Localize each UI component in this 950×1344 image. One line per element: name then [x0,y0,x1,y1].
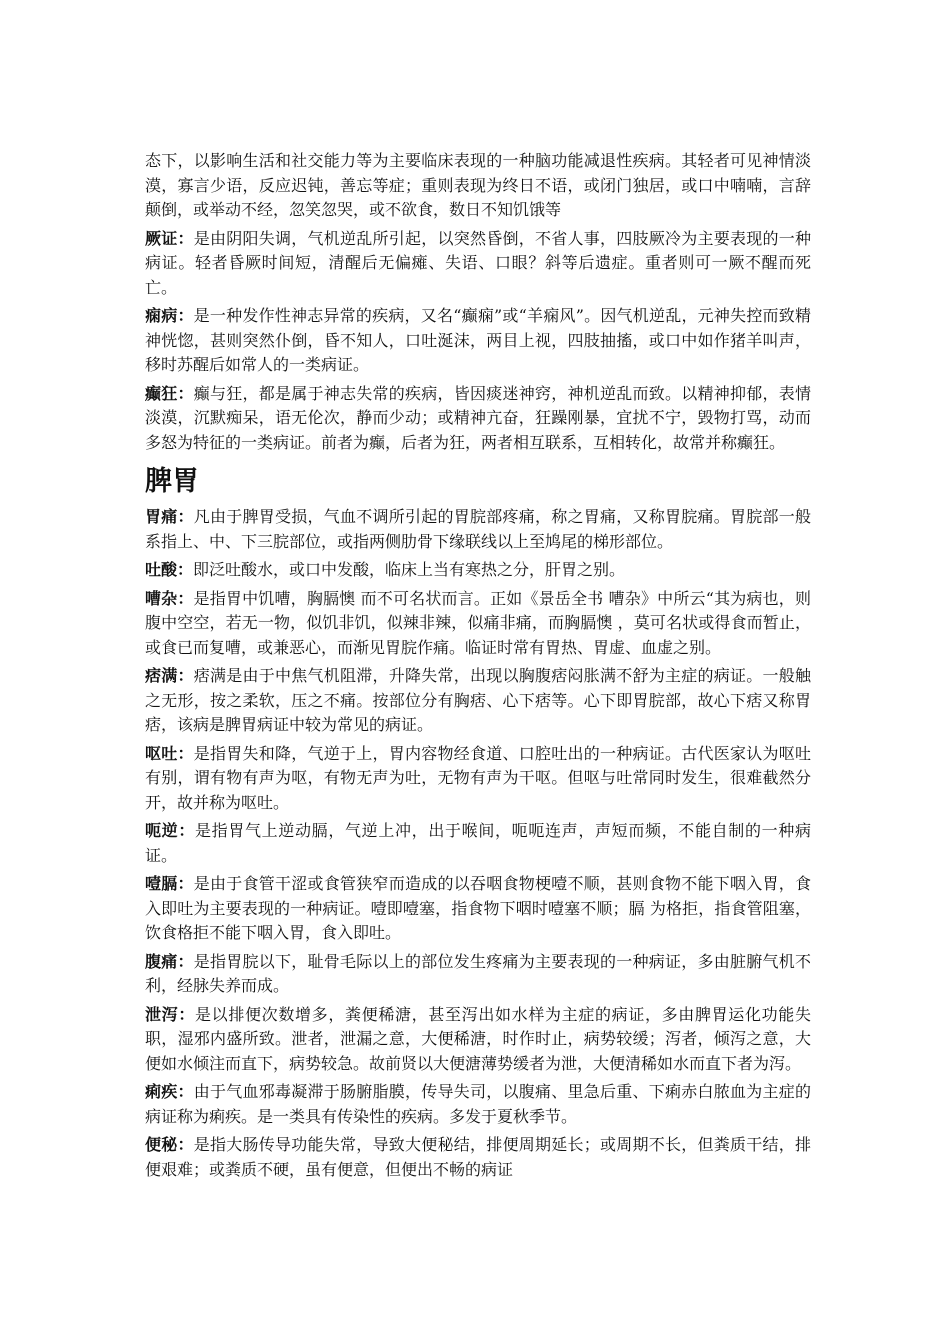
entry-ye-ge [145,872,811,946]
entry-text: 是以排便次数增多，粪便稀溏，甚至泻出如水样为主症的病证，多由脾胃运化功能失职，湿邪内盛所致。泄者，泄漏之意，大便稀溏，时作时止，病势较缓；泻者，倾泻之意，大便如水倾注而直下，病势较急。故前贤以大便溏薄势缓者为泄，大便清稀如水而直下者为泻。 [145,1004,811,1073]
entry-text: 由于气血邪毒凝滞于肠腑脂膜，传导失司，以腹痛、里急后重、下痢赤白脓血为主症的病证称为痢疾。是一类具有传染性的疾病。多发于夏秋季节。 [145,1082,811,1126]
entry-term: 厥证： [145,228,194,248]
entry-text: 是指胃气上逆动膈，气逆上冲，出于喉间，呃呃连声，声短而频，不能自制的一种病证。 [145,821,811,865]
entry-ou-tu [145,742,811,816]
entry-term: 痫病： [145,306,194,325]
entry-term: 嘈杂： [145,588,194,608]
section-heading: 脾胃 [145,466,199,497]
entry-text: 凡由于脾胃受损，气血不调所引起的胃脘部疼痛，称之胃痛，又称胃脘痛。胃脘部一般系指上、中、下三脘部位，或指两侧肋骨下缘联线以上至鸠尾的梯形部位。 [145,507,811,551]
entry-dian-kuang [145,382,811,456]
entry-e-ni [145,819,811,868]
entry-term: 呃逆： [145,821,195,840]
entry-term: 痞满： [145,666,194,685]
entry-xian-bing [145,304,811,378]
entry-cao-za [145,587,811,661]
entry-term: 吐酸： [145,560,194,579]
entry-term: 痢疾： [145,1082,194,1101]
entry-text: 是由阴阳失调，气机逆乱所引起，以突然昏倒，不省人事，四肢厥冷为主要表现的一种病证。轻者昏厥时间短，清醒后无偏瘫、失语、口眼？斜等后遗症。重者则可一厥不醒而死亡。 [145,228,811,297]
entry-jue-zheng [145,227,811,301]
entry-term: 呕吐： [145,743,194,763]
entry-text: 是指大肠传导功能失常，导致大便秘结，排便周期延长；或周期不长，但粪质干结，排便艰难；或粪质不硬，虽有便意，但便出不畅的病证 [145,1135,811,1179]
entry-pi-man [145,664,811,738]
entry-term: 胃痛： [145,507,194,526]
entry-li-ji [145,1080,811,1129]
document-body [145,149,811,1186]
entry-term: 噎膈： [145,874,194,893]
intro-paragraph: 态下，以影响生活和社交能力等为主要临床表现的一种脑功能减退性疾病。其轻者可见神情淡漠，寡言少语，反应迟钝，善忘等症；重则表现为终日不语，或闭门独居，或口中喃喃，言辞颠倒，或举动不经，忽笑忽哭，或不欲食，数日不知饥饿等 [145,151,811,219]
entry-term: 腹痛： [145,951,194,971]
entry-fu-tong [145,950,811,999]
entry-term: 癫狂： [145,383,194,403]
entry-text: 是由于食管干涩或食管狭窄而造成的以吞咽食物梗噎不顺，甚则食物不能下咽入胃，食入即吐为主要表现的一种病证。噎即噎塞，指食物下咽时噎塞不顺；膈 为格拒，指食管阻塞，饮食格拒不能下咽入胃，食入即吐。 [145,874,811,942]
entry-tu-suan [145,558,811,583]
entry-text: 即泛吐酸水，或口中发酸，临床上当有寒热之分，肝胃之别。 [193,560,626,579]
entry-term: 便秘： [145,1135,194,1154]
entry-wei-tong [145,505,811,554]
entry-bian-mi [145,1133,811,1182]
entry-term: 泄泻： [145,1004,195,1024]
entry-text: 癫与狂，都是属于神志失常的疾病，皆因痰迷神窍，神机逆乱而致。以精神抑郁，表情淡漠，沉默痴呆，语无伦次，静而少动；或精神亢奋，狂躁刚暴，宜扰不宁，毁物打骂，动而多怒为特征的一类病证。前者为癫，后者为狂，两者相互联系，互相转化，故常并称癫狂。 [145,383,811,452]
entry-text: 是指胃中饥嘈，胸膈懊 而不可名状而言。正如《景岳全书 嘈杂》中所云“其为病也，则腹中空空，若无一物，似饥非饥，似辣非辣，似痛非痛，而胸膈懊 ，莫可名状或得食而暂止，或食已而复嘈，或兼恶心，而渐见胃脘作痛。临证时常有胃热、胃虚、血虚之别。 [145,588,811,657]
entry-text: 痞满是由于中焦气机阻滞，升降失常，出现以胸腹痞闷胀满不舒为主症的病证。一般触之无形，按之柔软，压之不痛。按部位分有胸痞、心下痞等。心下即胃脘部，故心下痞又称胃痞，该病是脾胃病证中较为常见的病证。 [145,666,811,734]
entry-xie-xie [145,1003,811,1077]
entry-text: 是一种发作性神志异常的疾病，又名“癫痫”或“羊痫风”。因气机逆乱，元神失控而致精神恍惚，甚则突然仆倒，昏不知人，口吐涎沫，两目上视，四肢抽搐，或口中如作猪羊叫声，移时苏醒后如常人的一类病证。 [145,306,811,374]
entry-text: 是指胃失和降，气逆于上，胃内容物经食道、口腔吐出的一种病证。古代医家认为呕吐有别，谓有物有声为呕，有物无声为吐，无物有声为干呕。但呕与吐常同时发生，很难截然分开，故并称为呕吐。 [145,743,811,812]
entry-text: 是指胃脘以下，耻骨毛际以上的部位发生疼痛为主要表现的一种病证，多由脏腑气机不利，经脉失养而成。 [145,951,811,995]
